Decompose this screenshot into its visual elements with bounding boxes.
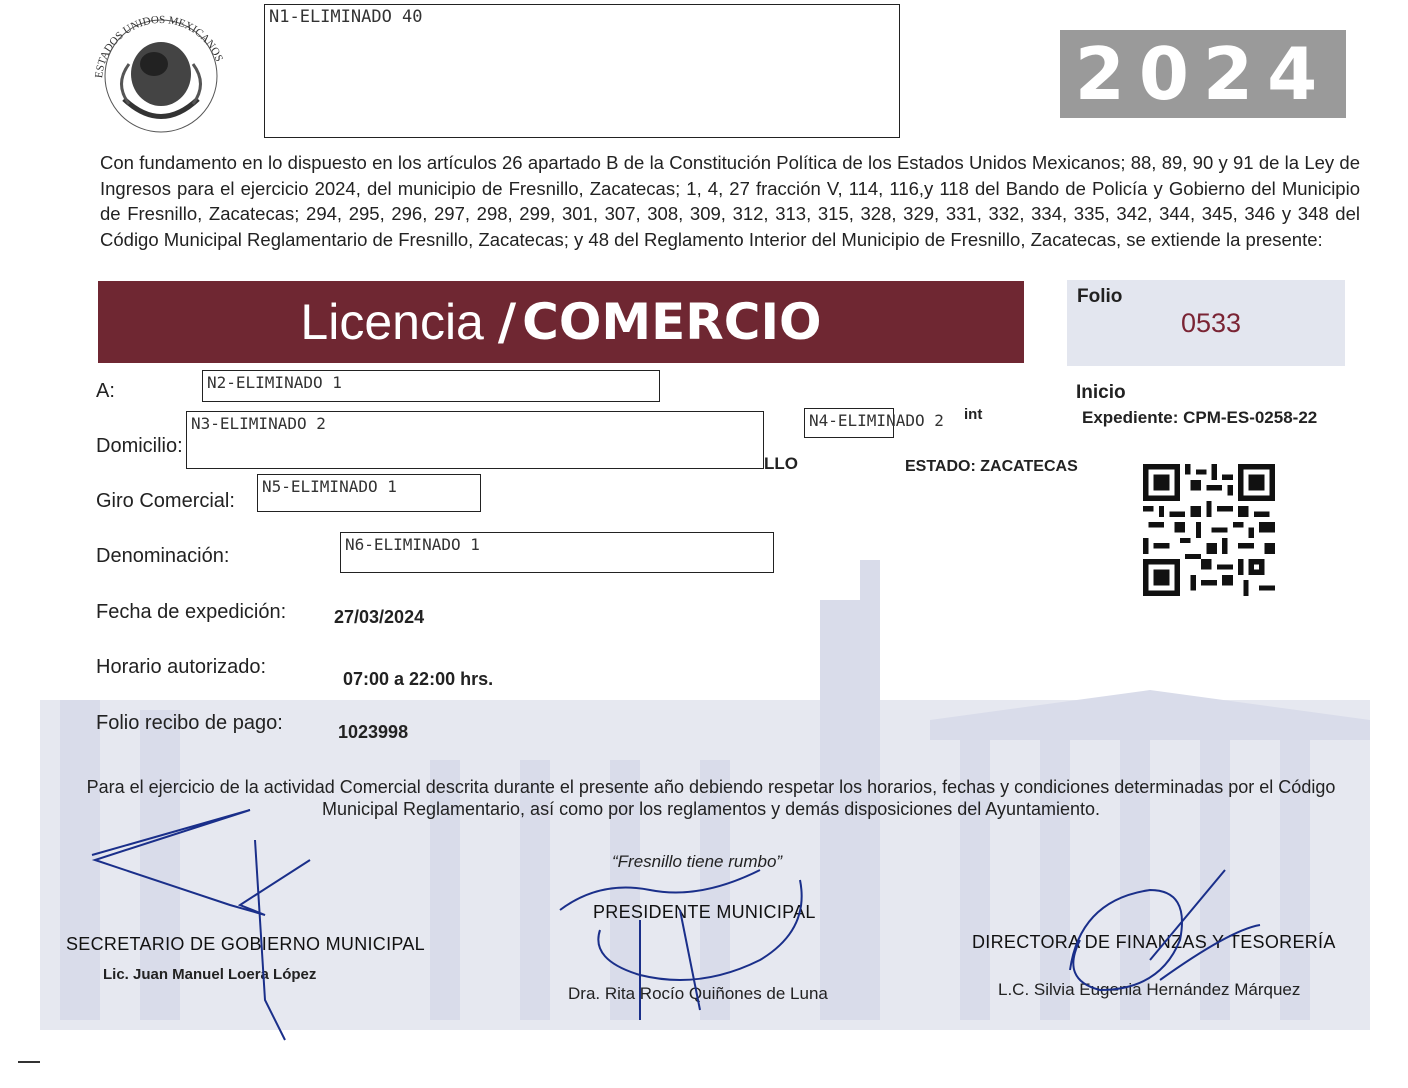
banner-word-comercio: COMERCIO: [522, 293, 822, 351]
license-type-banner: [98, 281, 1024, 363]
closing-paragraph: Para el ejercicio de la actividad Comercial descrita durante el presente año debiendo respetar los horarios, fechas y condiciones determinadas por el Código Municipal Reglamentario, así como por los reglamentos y demás disposiciones del Ayuntamiento.: [86, 777, 1336, 819]
inicio-label: Inicio: [1076, 382, 1126, 403]
svg-text:ESTADOS UNIDOS MEXICANOS: ESTADOS UNIDOS MEXICANOS: [93, 13, 225, 79]
address-number-redacted: N4-ELIMINADO 2: [804, 408, 894, 438]
folio-number: 0533: [1181, 308, 1242, 338]
president-title: PRESIDENTE MUNICIPAL: [593, 902, 816, 922]
president-name: Dra. Rita Rocío Quiñones de Luna: [568, 984, 828, 1003]
secretary-title: SECRETARIO DE GOBIERNO MUNICIPAL: [66, 934, 425, 954]
address-redacted: N3-ELIMINADO 2: [186, 411, 764, 469]
coat-of-arms-seal: [84, 4, 238, 138]
address-label: Domicilio:: [96, 435, 183, 457]
state-label: ESTADO: ZACATECAS: [905, 458, 1078, 475]
business-line-label: Giro Comercial:: [96, 490, 235, 512]
redacted-header-box: N1-ELIMINADO 40: [264, 4, 900, 138]
folio-box: [1067, 280, 1345, 366]
secretary-name: Lic. Juan Manuel Loera López: [103, 966, 317, 983]
schedule-label: Horario autorizado:: [96, 656, 267, 678]
recipient-label: A:: [96, 380, 115, 402]
year-badge: 2024: [1060, 30, 1346, 118]
payment-receipt-label: Folio recibo de pago:: [96, 712, 283, 734]
schedule-value: 07:00 a 22:00 hrs.: [343, 669, 494, 689]
business-name-label: Denominación:: [96, 545, 230, 567]
legal-basis-paragraph: Con fundamento en lo dispuesto en los artículos 26 apartado B de la Constitución Política de los Estados Unidos Mexicanos; 88, 89, 90 y 91 de la Ley de Ingresos para el ejercicio 2024, del municipio de Fresnillo, Zacatecas; 1, 4, 27 fracción V, 114, 116,y 118 del Bando de Policía y Gobierno del Municipio de Fresnillo, Zacatecas; 294, 295, 296, 297, 298, 299, 301, 307, 308, 309, 312, 313, 315, 328, 329, 331, 332, 334, 335, 342, 344, 345, 346 y 348 del Código Municipal Reglamentario de Fresnillo, Zacatecas; y 48 del Reglamento Interior del Municipio de Fresnillo, Zacatecas, se extiende la presente:: [100, 152, 1360, 250]
banner-slash: /: [497, 293, 517, 351]
city-fragment: LLO: [764, 454, 798, 473]
banner-word-licencia: Licencia: [300, 294, 484, 350]
payment-receipt-value: 1023998: [338, 722, 409, 742]
treasurer-title: DIRECTORA DE FINANZAS Y TESORERÍA: [972, 932, 1336, 952]
folio-label: Folio: [1077, 286, 1123, 307]
business-name-redacted: N6-ELIMINADO 1: [340, 532, 774, 573]
business-line-redacted: N5-ELIMINADO 1: [257, 474, 481, 512]
issue-date-label: Fecha de expedición:: [96, 601, 287, 623]
treasurer-name: L.C. Silvia Eugenia Hernández Márquez: [998, 980, 1301, 999]
recipient-redacted: N2-ELIMINADO 1: [202, 370, 660, 402]
expediente-number: Expediente: CPM-ES-0258-22: [1082, 408, 1318, 427]
issue-date-value: 27/03/2024: [334, 607, 425, 627]
qr-code: [1143, 464, 1275, 596]
interior-label: int: [964, 406, 983, 423]
slogan: “Fresnillo tiene rumbo”: [612, 852, 783, 871]
